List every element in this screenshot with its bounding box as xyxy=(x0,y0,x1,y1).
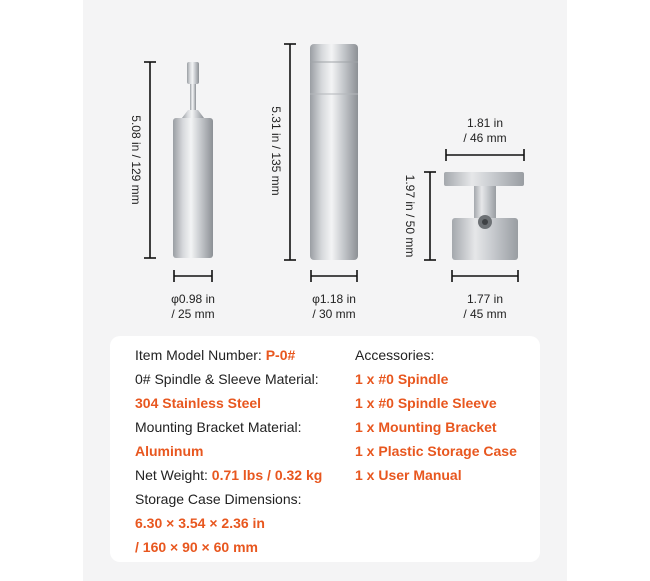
accessories-title: Accessories: xyxy=(355,347,435,363)
mounting-bracket-image xyxy=(444,172,524,260)
bracket-bottom-width-mm: / 45 mm xyxy=(463,307,507,321)
spindle-diameter-label xyxy=(158,292,228,322)
model-value: P-0# xyxy=(265,347,296,363)
bracket-bottom-width-label xyxy=(450,292,520,322)
case-dimensions-in: 6.30 × 3.54 × 2.36 in xyxy=(135,515,265,531)
accessory-item: 1 x Mounting Bracket xyxy=(355,419,497,435)
bracket-top-width-label xyxy=(450,116,520,146)
accessory-item: 1 x User Manual xyxy=(355,467,462,483)
sleeve-diameter-label xyxy=(299,292,369,322)
bracket-height-label: 1.97 in / 50 mm xyxy=(403,174,417,258)
sleeve-height-label: 5.31 in / 135 mm xyxy=(269,106,283,196)
case-dimensions-mm: / 160 × 90 × 60 mm xyxy=(135,539,258,555)
bracket-top-width-mm: / 46 mm xyxy=(463,131,507,145)
weight-label: Net Weight: xyxy=(135,467,208,483)
case-dimensions-label: Storage Case Dimensions: xyxy=(135,491,302,507)
weight-value: 0.71 lbs / 0.32 kg xyxy=(211,467,323,483)
accessory-item: 1 x #0 Spindle Sleeve xyxy=(355,395,497,411)
weight-row xyxy=(135,466,322,484)
sleeve-diameter-in: φ1.18 in xyxy=(312,292,356,306)
bracket-material-value: Aluminum xyxy=(135,443,204,459)
material-value: 304 Stainless Steel xyxy=(135,395,262,411)
model-row xyxy=(135,346,295,364)
spindle-image xyxy=(173,62,213,258)
spindle-height-label: 5.08 in / 129 mm xyxy=(129,115,143,205)
spindle-diameter-in: φ0.98 in xyxy=(171,292,215,306)
material-label: 0# Spindle & Sleeve Material: xyxy=(135,371,319,387)
specs-panel xyxy=(110,336,540,562)
sleeve-diameter-mm: / 30 mm xyxy=(312,307,356,321)
bracket-material-label: Mounting Bracket Material: xyxy=(135,419,302,435)
bracket-bottom-width-in: 1.77 in xyxy=(466,292,504,306)
accessory-item: 1 x #0 Spindle xyxy=(355,371,449,387)
sleeve-image xyxy=(310,44,358,260)
model-label: Item Model Number: xyxy=(135,347,262,363)
spindle-diameter-mm: / 25 mm xyxy=(171,307,215,321)
accessory-item: 1 x Plastic Storage Case xyxy=(355,443,517,459)
bracket-top-width-in: 1.81 in xyxy=(466,116,504,130)
